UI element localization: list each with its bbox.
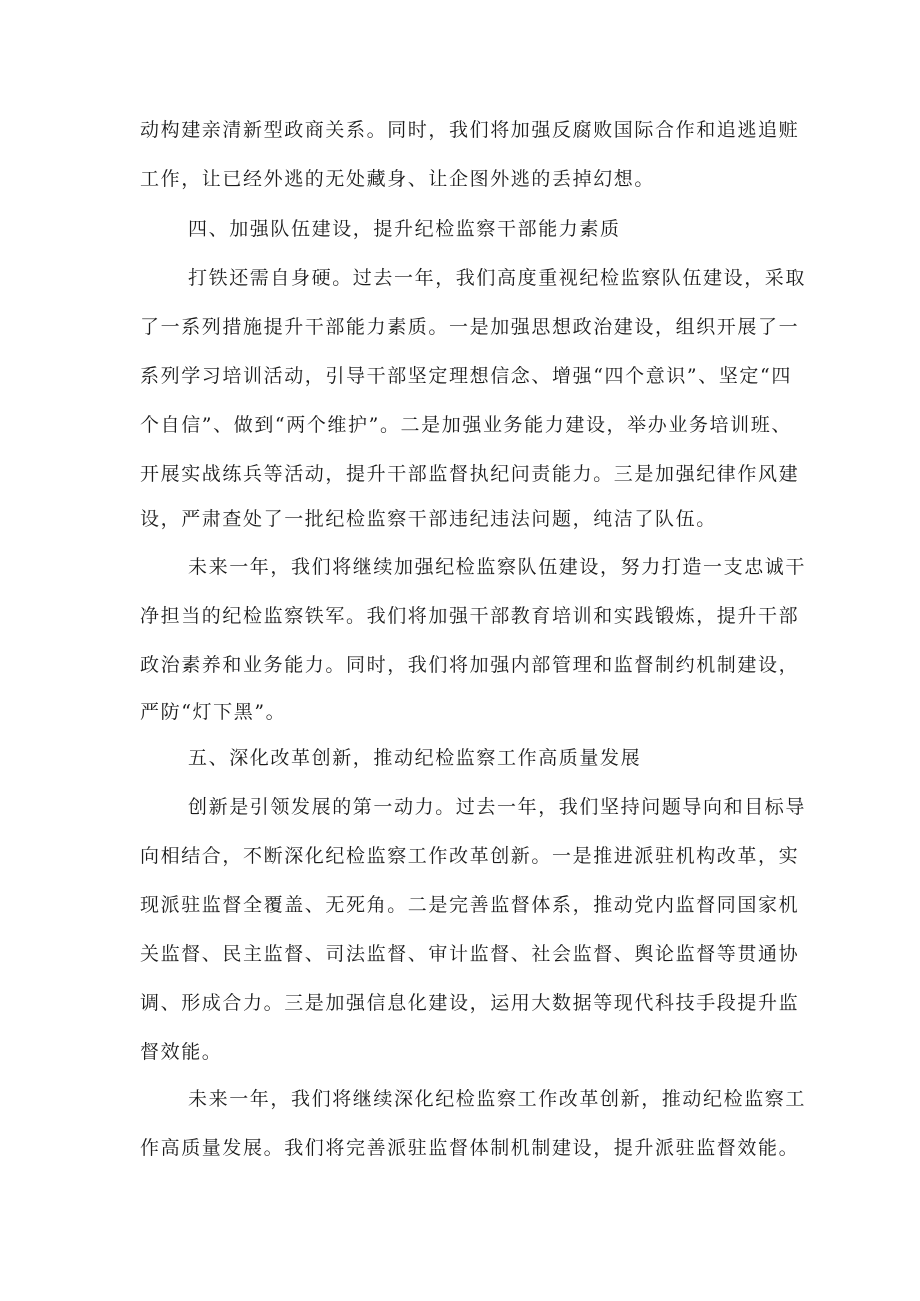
text-line: 工作，让已经外逃的无处藏身、让企图外逃的丢掉幻想。	[140, 168, 656, 190]
section-heading: 四、加强队伍建设，提升纪检监察干部能力素质	[188, 218, 621, 240]
text-line: 个自信”、做到“两个维护”。二是加强业务能力建设，举办业务培训班、	[140, 414, 792, 436]
text-line: 创新是引领发展的第一动力。过去一年，我们坚持问题导向和目标导	[188, 796, 807, 818]
text-line: 开展实战练兵等活动，提升干部监督执纪问责能力。三是加强纪律作风建	[140, 463, 800, 485]
text-line: 净担当的纪检监察铁军。我们将加强干部教育培训和实践锻炼，提升干部	[140, 605, 800, 627]
text-line: 未来一年，我们将继续深化纪检监察工作改革创新，推动纪检监察工	[188, 1088, 807, 1110]
text-line: 未来一年，我们将继续加强纪检监察队伍建设，努力打造一支忠诚干	[188, 556, 807, 578]
text-line: 关监督、民主监督、司法监督、审计监督、社会监督、舆论监督等贯通协	[140, 943, 800, 965]
text-line: 督效能。	[140, 1041, 223, 1063]
text-line: 动构建亲清新型政商关系。同时，我们将加强反腐败国际合作和追逃追赃	[140, 119, 800, 141]
text-line: 现派驻监督全覆盖、无死角。二是完善监督体系，推动党内监督同国家机	[140, 894, 800, 916]
text-line: 系列学习培训活动，引导干部坚定理想信念、增强“四个意识”、坚定“四	[140, 365, 792, 387]
text-line: 作高质量发展。我们将完善派驻监督体制机制建设，提升派驻监督效能。	[140, 1137, 800, 1159]
text-line: 严防“灯下黑”。	[140, 701, 287, 723]
text-line: 政治素养和业务能力。同时，我们将加强内部管理和监督制约机制建设，	[140, 654, 800, 676]
text-line: 调、形成合力。三是加强信息化建设，运用大数据等现代科技手段提升监	[140, 992, 800, 1014]
text-line: 设，严肃查处了一批纪检监察干部违纪违法问题，纯洁了队伍。	[140, 508, 717, 530]
section-heading: 五、深化改革创新，推动纪检监察工作高质量发展	[188, 747, 642, 769]
text-line: 向相结合，不断深化纪检监察工作改革创新。一是推进派驻机构改革，实	[140, 845, 800, 867]
text-line: 打铁还需自身硬。过去一年，我们高度重视纪检监察队伍建设，采取	[188, 267, 807, 289]
text-line: 了一系列措施提升干部能力素质。一是加强思想政治建设，组织开展了一	[140, 316, 800, 338]
